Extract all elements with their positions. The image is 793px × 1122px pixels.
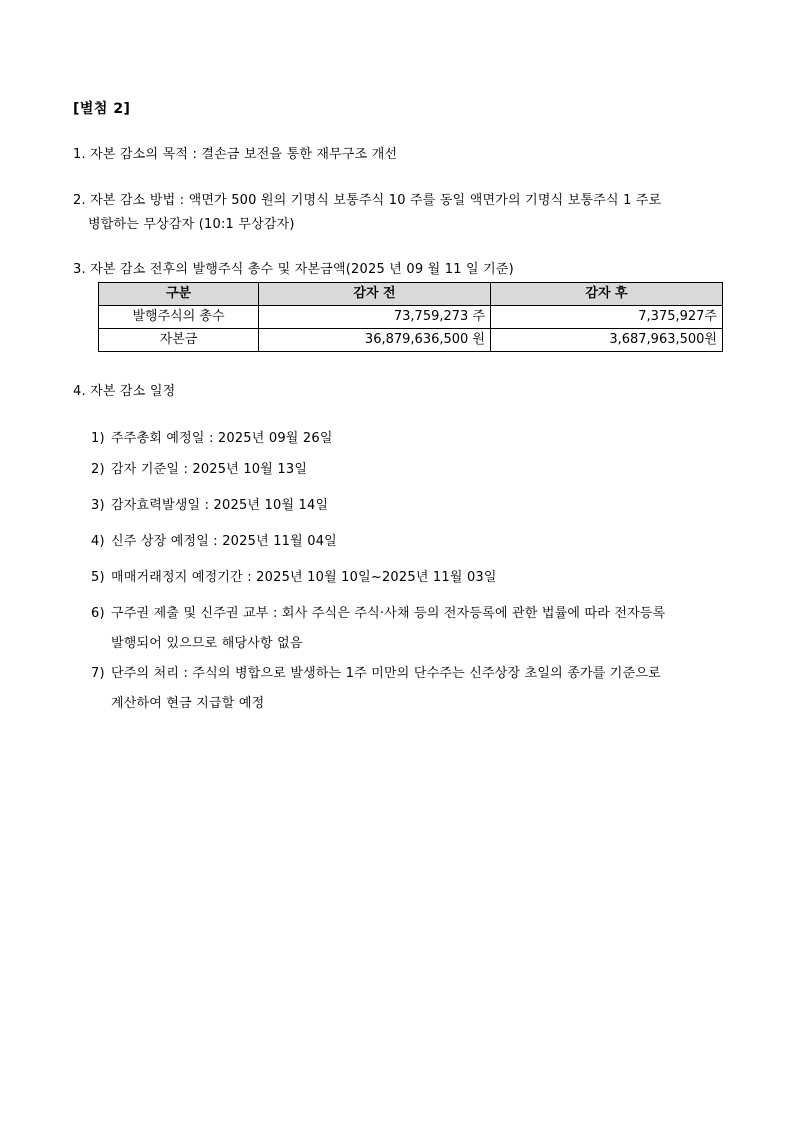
- capital-reduction-table: [98, 282, 723, 352]
- attachment-heading: [별첨 2]: [73, 101, 131, 117]
- capital-after: 3,687,963,500원: [491, 329, 723, 352]
- schedule-item-number: 4): [91, 534, 105, 549]
- header-category: 구분: [99, 283, 259, 306]
- schedule-item-number: 2): [91, 462, 105, 477]
- schedule-item-3: [91, 497, 328, 515]
- schedule-item-text: 주주총회 예정일 : 2025년 09월 26일: [111, 431, 333, 446]
- schedule-item-5: [91, 569, 497, 587]
- schedule-item-text: 감자 기준일 : 2025년 10월 13일: [111, 462, 308, 477]
- section-4-title: 4. 자본 감소 일정: [73, 384, 176, 399]
- schedule-item-text: 감자효력발생일 : 2025년 10월 14일: [111, 498, 329, 513]
- row-label-capital: 자본금: [99, 329, 259, 352]
- table-header-row: [99, 283, 723, 306]
- schedule-item-number: 5): [91, 570, 105, 585]
- schedule-item-text: 단주의 처리 : 주식의 병합으로 발생하는 1주 미만의 단수주는 신주상장 초일의 종가를 기준으로: [111, 666, 661, 681]
- section-3-title: 3. 자본 감소 전후의 발행주식 총수 및 자본금액(2025 년 09 월 11 일 기준): [73, 262, 514, 277]
- schedule-item-6-continuation: 발행되어 있으므로 해당사항 없음: [111, 636, 303, 651]
- schedule-item-number: 6): [91, 606, 105, 621]
- schedule-item-number: 1): [91, 431, 105, 446]
- section-2-method-line-1: 2. 자본 감소 방법 : 액면가 500 원의 기명식 보통주식 10 주를 동일 액면가의 기명식 보통주식 1 주로: [73, 193, 662, 208]
- schedule-item-number: 7): [91, 666, 105, 681]
- capital-before: 36,879,636,500 원: [259, 329, 491, 352]
- header-before-reduction: 감자 전: [259, 283, 491, 306]
- section-2-method-line-2: 병합하는 무상감자 (10:1 무상감자): [88, 217, 295, 232]
- schedule-item-text: 매매거래정지 예정기간 : 2025년 10월 10일~2025년 11월 03일: [111, 570, 497, 585]
- schedule-item-4: [91, 533, 337, 551]
- schedule-item-6: [91, 605, 665, 623]
- total-shares-before: 73,759,273 주: [259, 306, 491, 329]
- row-label-total-shares: 발행주식의 총수: [99, 306, 259, 329]
- schedule-item-7-continuation: 계산하여 현금 지급할 예정: [111, 696, 265, 711]
- schedule-item-text: 신주 상장 예정일 : 2025년 11월 04일: [111, 534, 337, 549]
- schedule-item-1: [91, 430, 333, 448]
- schedule-item-number: 3): [91, 498, 105, 513]
- schedule-item-7: [91, 665, 661, 683]
- header-after-reduction: 감자 후: [491, 283, 723, 306]
- table-row: [99, 329, 723, 352]
- table-row: [99, 306, 723, 329]
- total-shares-after: 7,375,927주: [491, 306, 723, 329]
- section-1-purpose: 1. 자본 감소의 목적 : 결손금 보전을 통한 재무구조 개선: [73, 147, 398, 162]
- schedule-item-text: 구주권 제출 및 신주권 교부 : 회사 주식은 주식·사채 등의 전자등록에 관한 법률에 따라 전자등록: [111, 606, 666, 621]
- schedule-item-2: [91, 461, 307, 479]
